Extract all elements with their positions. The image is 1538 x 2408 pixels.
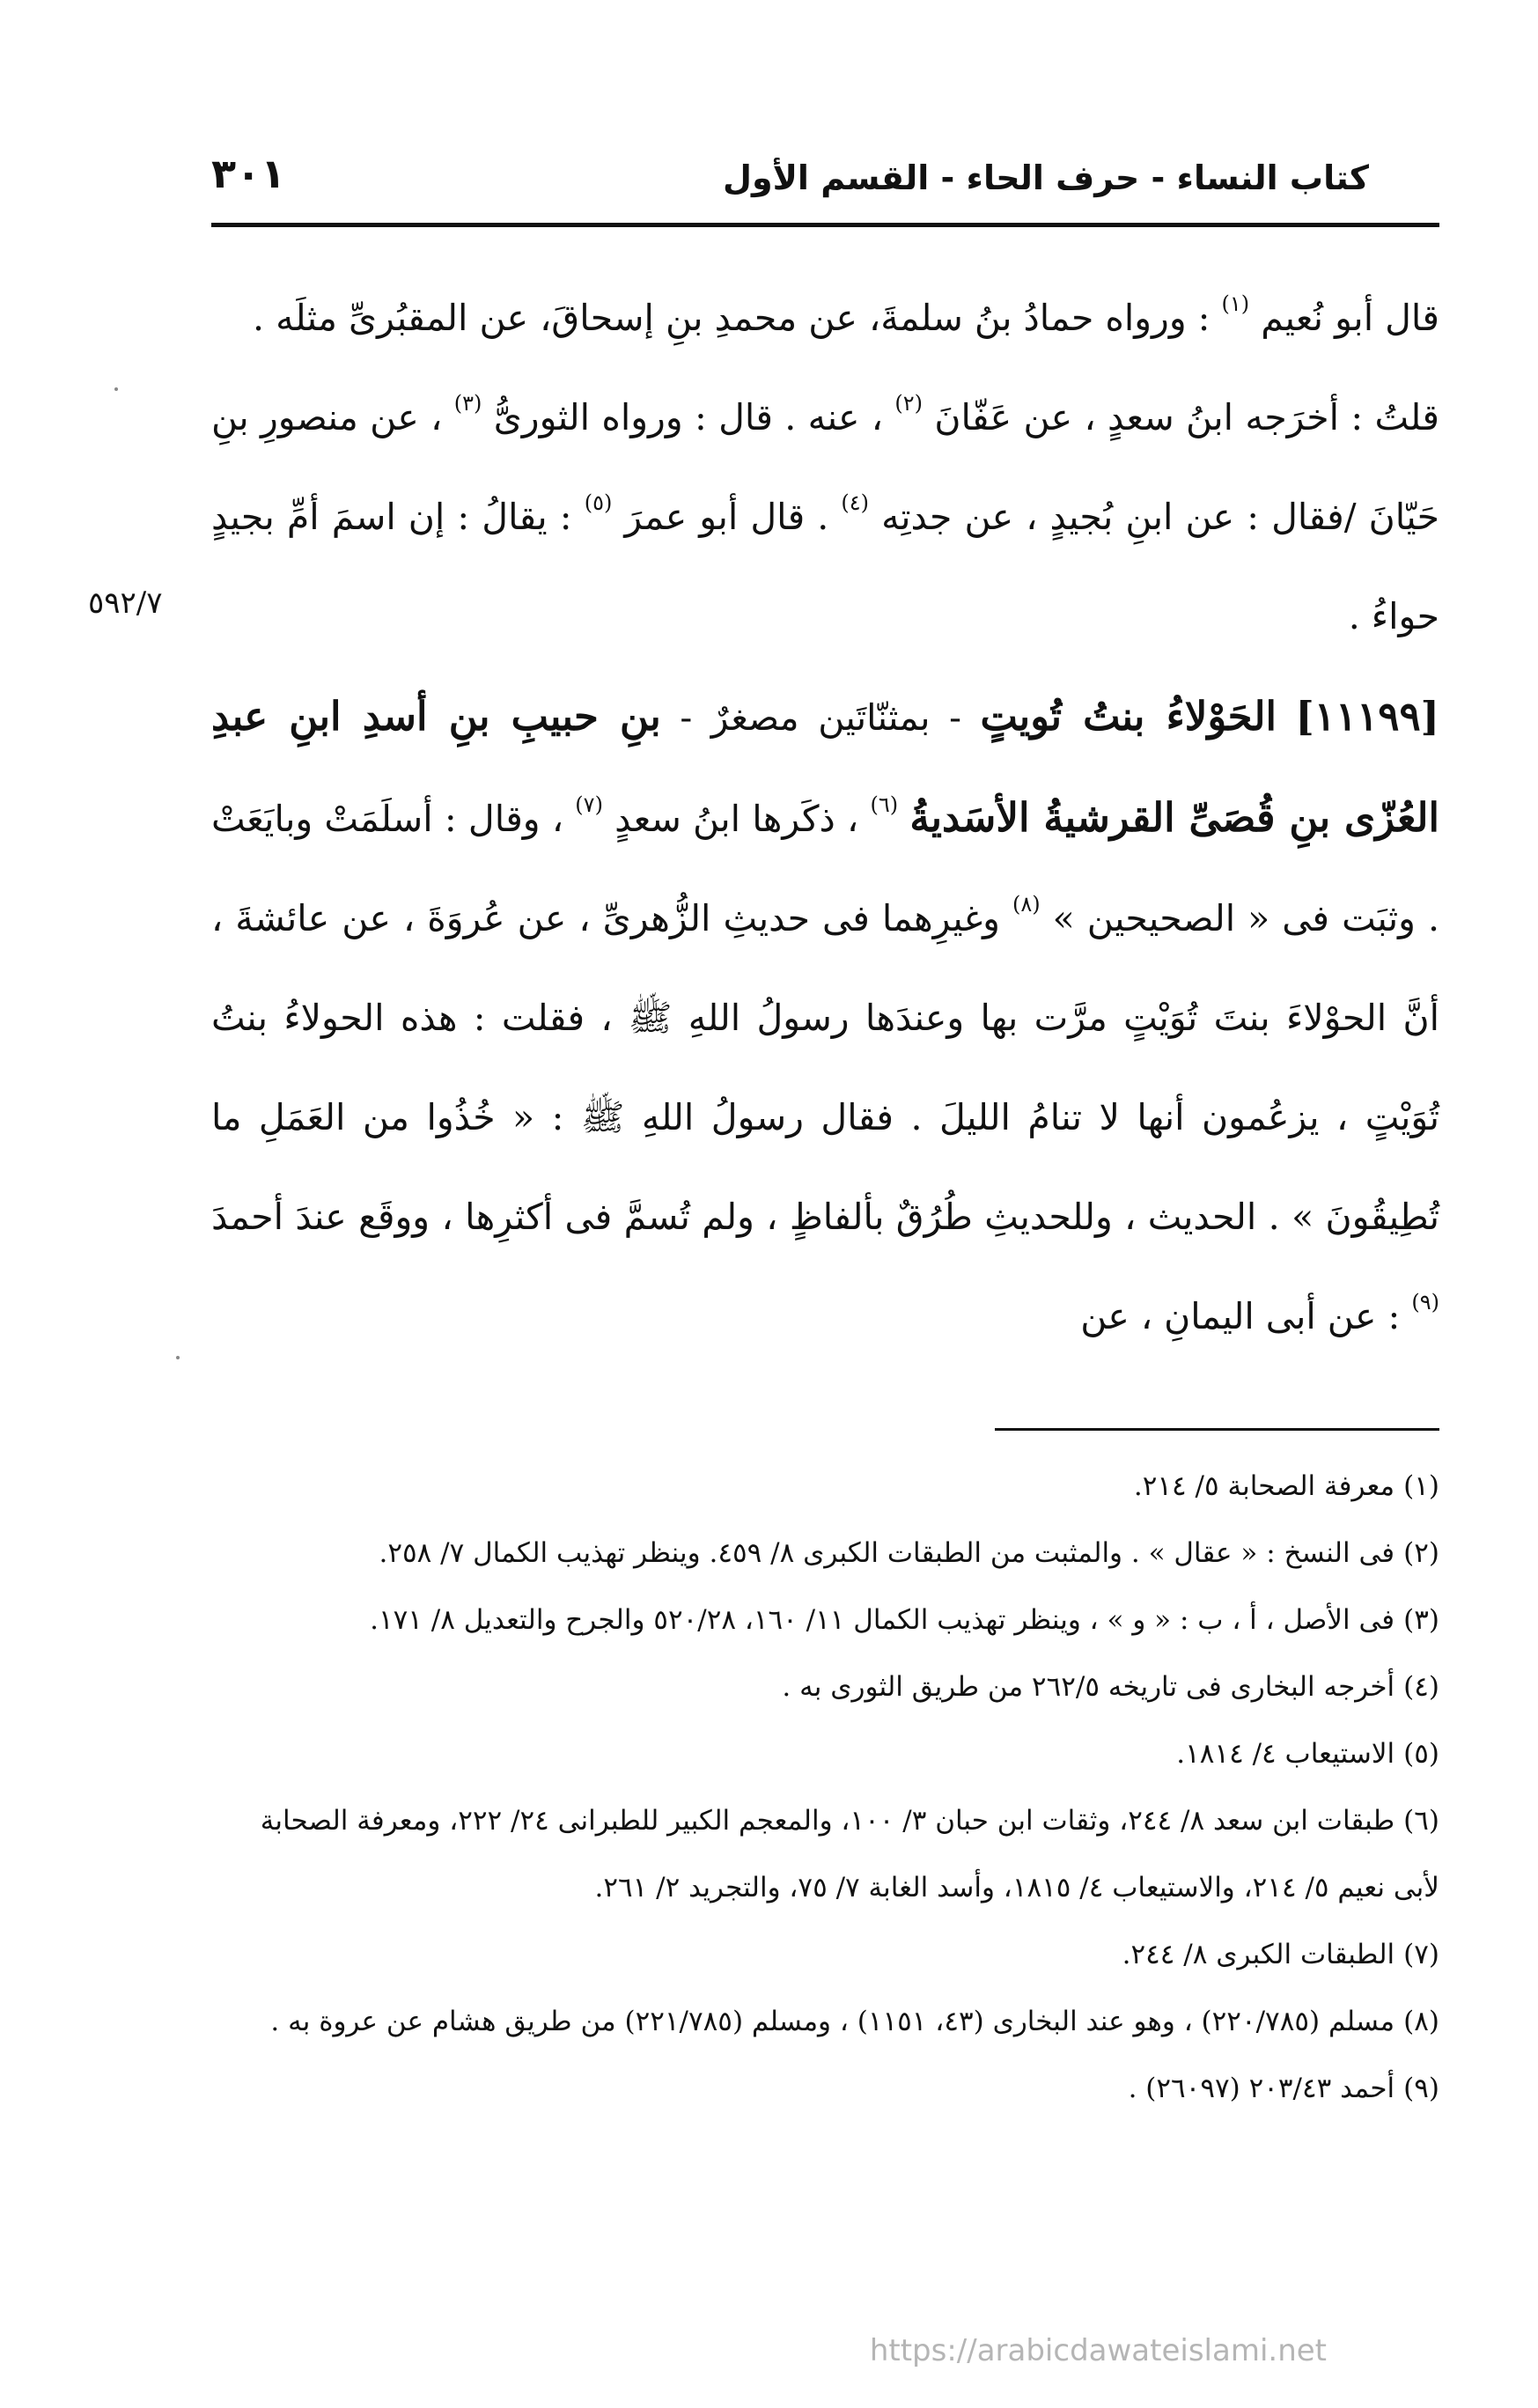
source-url-watermark: https://arabicdawateislami.net: [869, 2333, 1327, 2368]
footnote-ref-8[interactable]: (٨): [1012, 892, 1041, 917]
footnote-label: (٤): [1403, 1671, 1439, 1703]
margin-reference: ٥٩٢/٧: [88, 585, 163, 621]
footnote-ref-9[interactable]: (٩): [1411, 1290, 1439, 1314]
text-run: : ورواه حمادُ بنُ سلمةَ، عن محمدِ بنِ إسحاقَ، عن المقبُرىِّ مثلَه .: [253, 297, 1211, 339]
page-number: ٣٠١: [211, 150, 286, 197]
text-run: . قال أبو عمرَ: [624, 496, 829, 538]
footnote-1: [211, 1453, 1439, 1520]
footnote-6: [211, 1787, 1439, 1921]
footnote-text: أحمد ٢٠٣/٤٣ (٢٦٠٩٧) .: [1128, 2073, 1395, 2104]
text-run: : يقالُ : إن اسمَ أمِّ بجيدٍ حواءُ .: [211, 496, 1439, 637]
footnote-ref-2[interactable]: (٢): [894, 391, 923, 416]
text-run: قال أبو نُعيم: [1261, 297, 1439, 339]
footnote-ref-1[interactable]: (١): [1221, 291, 1250, 316]
text-run: - بمثنّاتَين مصغرٌ -: [680, 696, 961, 739]
footnote-text: فى النسخ : « عقال » . والمثبت من الطبقات الكبرى ٨/ ٤٥٩. وينظر تهذيب الكمال ٧/ ٢٥٨.: [379, 1537, 1395, 1569]
footnote-text: الاستيعاب ٤/ ١٨١٤.: [1176, 1738, 1395, 1770]
text-run: ، ذكَرها ابنُ سعدٍ: [614, 798, 859, 840]
footnote-text: مسلم (٢٢٠/٧٨٥) ، وهو عند البخارى (٤٣، ١١٥١) ، ومسلم (٢٢١/٧٨٥) من طريق هشام عن عروة به .: [270, 2006, 1395, 2037]
footnote-label: (٩): [1403, 2073, 1439, 2104]
text-run: قلتُ : أخرَجه ابنُ سعدٍ ، عن عَفّانَ: [934, 396, 1439, 438]
footnote-9: [211, 2055, 1439, 2122]
footnote-text: طبقات ابن سعد ٨/ ٢٤٤، وثقات ابن حبان ٣/ ١٠٠، والمعجم الكبير للطبرانى ٢٤/ ٢٢٢، ومعرفة الصحابة لأبى نعيم ٥/ ٢١٤، والاستيعاب ٤/ ١٨١٥، وأسد الغابة ٧/ ٧٥، والتجريد ٢/ ٢٦١.: [260, 1805, 1439, 1904]
footnote-8: [211, 1988, 1439, 2055]
footnote-ref-5[interactable]: (٥): [584, 490, 613, 515]
footnote-2: [211, 1520, 1439, 1587]
footnote-text: معرفة الصحابة ٥/ ٢١٤.: [1133, 1470, 1395, 1502]
footnote-text: فى الأصل ، أ ، ب : « و » ، وينظر تهذيب الكمال ١١/ ١٦٠، ٥٢٠/٢٨ والجرح والتعديل ٨/ ١٧١.: [370, 1604, 1395, 1636]
entry-lineage: بنِ حبيبِ بنِ أسدِ ابنِ عبدِ العُزّى بنِ قُصَىِّ القرشيةُ الأسَديةُ: [211, 693, 1439, 841]
text-run: : عن أبى اليمانِ ، عن: [1080, 1295, 1401, 1337]
footnote-label: (١): [1403, 1470, 1439, 1502]
scan-speck: [114, 387, 118, 391]
footnote-label: (٨): [1403, 2006, 1439, 2037]
footnote-rule: [995, 1428, 1439, 1431]
text-run: ، عنه . قال : ورواه الثورىُّ: [493, 396, 884, 438]
paragraph-1: [211, 269, 1439, 368]
paragraph-2: [211, 368, 1439, 666]
footnote-ref-7[interactable]: (٧): [575, 792, 603, 817]
footnote-4: [211, 1653, 1439, 1720]
footnotes: [211, 1453, 1439, 2122]
header-title: كتاب النساء - حرف الحاء - القسم الأول: [723, 158, 1369, 197]
footnote-ref-3[interactable]: (٣): [453, 391, 482, 416]
footnote-label: (٣): [1403, 1604, 1439, 1636]
footnote-label: (٧): [1403, 1939, 1439, 1970]
footnote-label: (٦): [1403, 1805, 1439, 1837]
text-run: ، وقال : أسلَمَتْ وبايَعَتْ . وثبَت فى « الصحيحين »: [211, 798, 1439, 939]
text-run: وغيرِهما فى حديثِ الزُّهرىِّ ، عن عُروَةَ ، عن عائشةَ ، أنَّ الحوْلاءَ بنتَ تُوَيْتٍ مرَّت بها وعندَها رسولُ اللهِ ﷺ ، فقلت : هذه الحولاءُ بنتُ تُوَيْتٍ ، يزعُمون أنها لا تنامُ الليلَ . فقال رسولُ اللهِ ﷺ : « خُذُوا من العَمَلِ ما تُطِيقُونَ » . الحديث ، وللحديثِ طُرُقٌ بألفاظٍ ، ولم تُسمَّ فى أكثرِها ، ووقَع عندَ أحمدَ: [211, 897, 1439, 1238]
running-header: [211, 141, 1439, 220]
footnote-text: أخرجه البخارى فى تاريخه ٢٦٢/٥ من طريق الثورى به .: [782, 1671, 1395, 1703]
main-text: [211, 269, 1439, 1366]
scan-speck: [176, 1356, 180, 1359]
footnote-ref-6[interactable]: (٦): [870, 792, 899, 817]
footnote-text: الطبقات الكبرى ٨/ ٢٤٤.: [1122, 1939, 1395, 1970]
footnote-3: [211, 1587, 1439, 1653]
footnote-label: (٢): [1403, 1537, 1439, 1569]
footnote-label: (٥): [1403, 1738, 1439, 1770]
entry-number: [١١١٩٩]: [1295, 693, 1439, 740]
footnote-7: [211, 1921, 1439, 1988]
paragraph-3-entry: [211, 666, 1439, 1366]
header-rule: [211, 223, 1439, 227]
footnote-ref-4[interactable]: (٤): [841, 490, 870, 515]
entry-heading: الحَوْلاءُ بنتُ تُويتٍ: [980, 693, 1277, 740]
text-run: ، عن منصورِ بنِ حَيّانَ /فقال : عن ابنِ بُجيدٍ ، عن جدتِه: [211, 396, 1439, 538]
footnote-5: [211, 1720, 1439, 1787]
